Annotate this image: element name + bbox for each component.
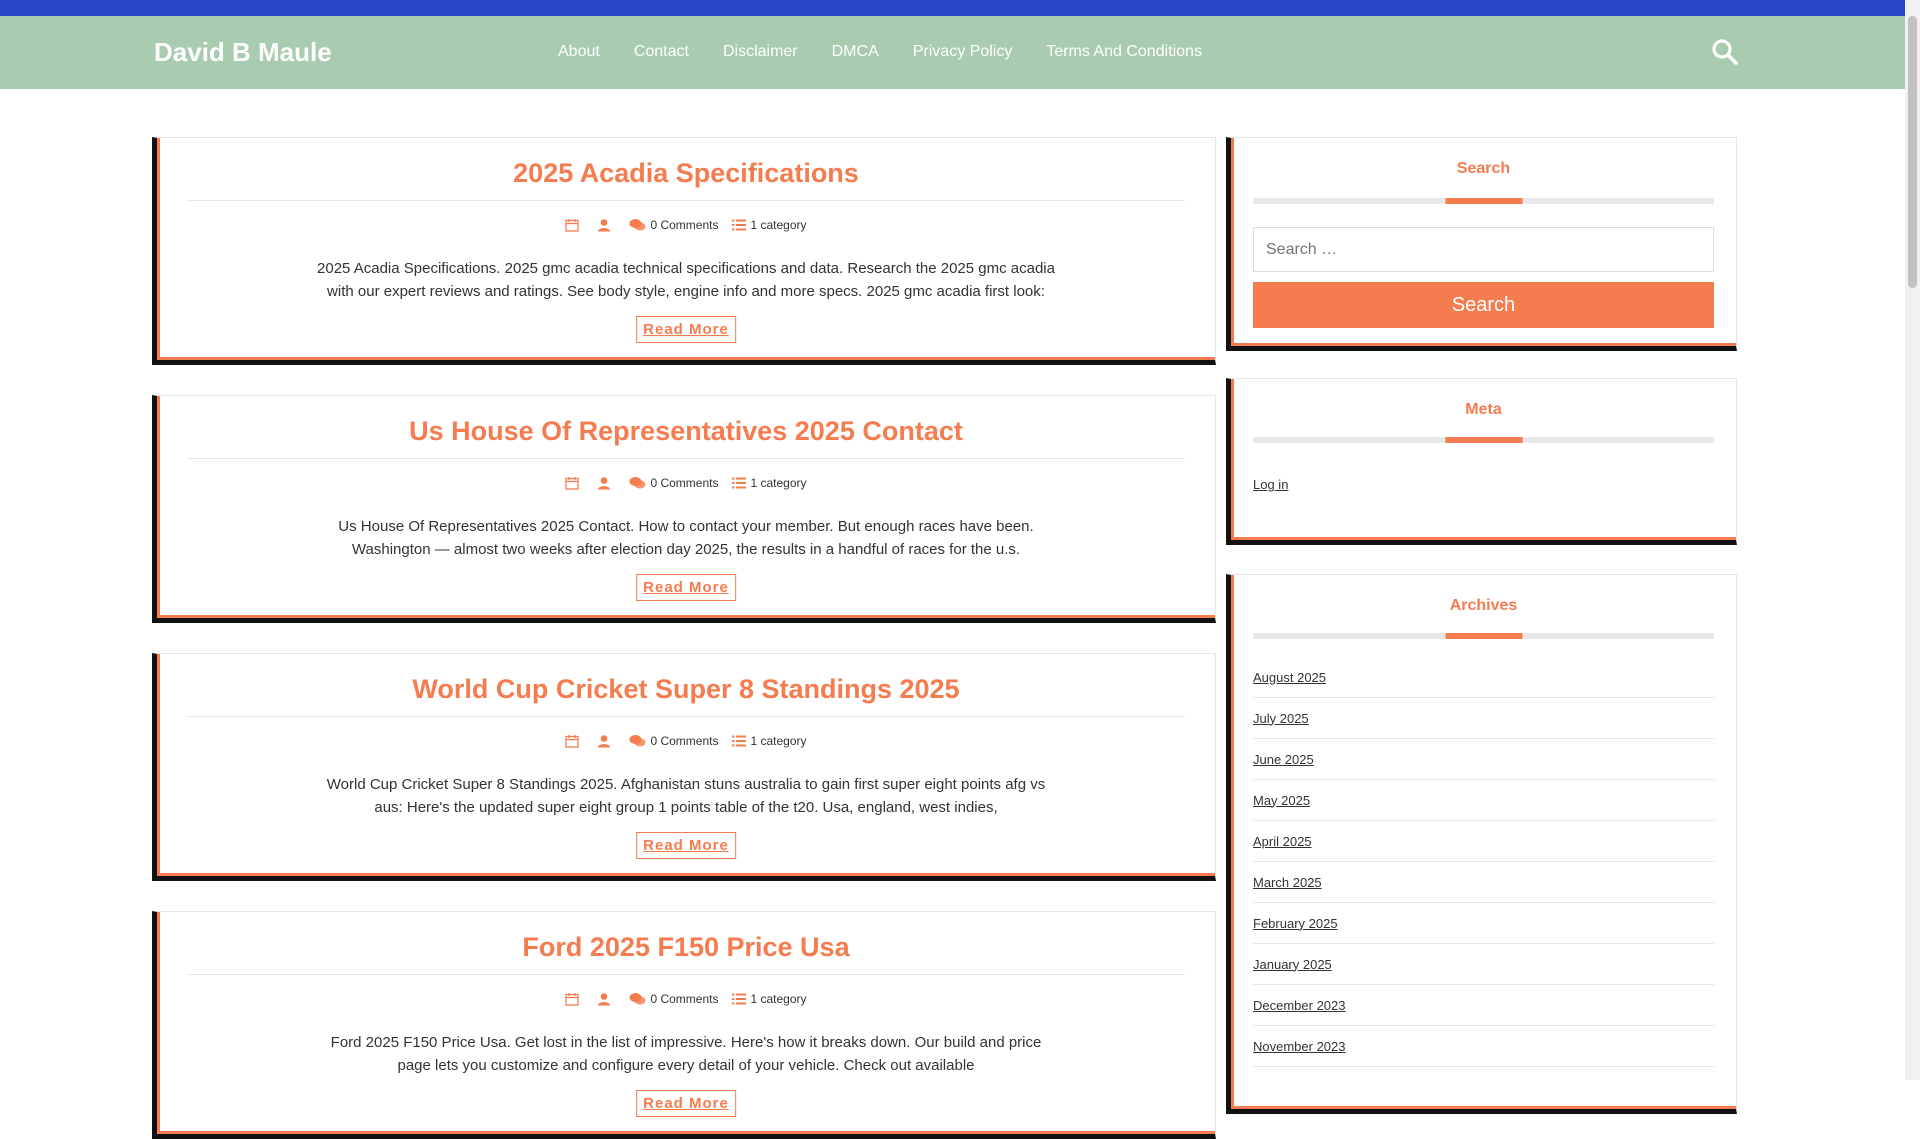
post-date[interactable] [565, 218, 583, 232]
scrollbar-thumb[interactable] [1908, 16, 1917, 288]
list-item [1253, 821, 1714, 862]
widget-title: Meta [1465, 401, 1502, 418]
user-icon [597, 218, 611, 232]
widget-title: Archives [1449, 597, 1518, 614]
read-more-button[interactable]: Read More [636, 316, 736, 343]
widget-divider [1253, 198, 1714, 204]
category-count: 1 category [750, 992, 807, 1006]
list-item [1253, 985, 1714, 1026]
post-card [152, 395, 1216, 623]
list-item [1253, 698, 1714, 739]
archive-link[interactable]: May 2025 [1253, 792, 1311, 808]
post-card [152, 137, 1216, 365]
post-meta [157, 992, 1215, 1006]
post-author[interactable] [597, 476, 615, 490]
list-icon [732, 992, 746, 1006]
comments-icon [629, 992, 646, 1006]
divider [187, 458, 1185, 459]
post-category[interactable] [732, 734, 806, 748]
archive-link[interactable]: December 2023 [1253, 997, 1346, 1013]
site-title[interactable]: David B Maule [154, 37, 332, 67]
post-excerpt: Ford 2025 F150 Price Usa. Get lost in the list of impressive. Here's how it breaks down. Our build and price page lets you customize and configure every detail of your vehicle. Check out available [330, 1034, 1042, 1074]
widget-divider [1253, 437, 1714, 443]
comments-count: 0 Comments [650, 734, 719, 748]
search-icon[interactable] [1711, 38, 1739, 66]
post-comments[interactable] [629, 476, 718, 490]
post-category[interactable] [732, 218, 806, 232]
post-meta [157, 734, 1215, 748]
archive-link[interactable]: January 2025 [1253, 956, 1332, 972]
post-card [152, 653, 1216, 881]
comments-count: 0 Comments [650, 992, 719, 1006]
user-icon [597, 992, 611, 1006]
list-icon [732, 218, 746, 232]
list-item [1253, 944, 1714, 985]
search-button[interactable]: Search [1253, 282, 1714, 328]
read-more-button[interactable]: Read More [636, 574, 736, 601]
user-icon [597, 734, 611, 748]
nav-contact[interactable]: Contact [633, 43, 689, 60]
post-title[interactable]: Ford 2025 F150 Price Usa [522, 932, 850, 962]
post-meta [157, 476, 1215, 490]
login-link[interactable]: Log in [1253, 477, 1289, 492]
post-excerpt: Us House Of Representatives 2025 Contact. How to contact your member. But enough races have been. Washington — almost two weeks after election day 2025, the results in a handful of races for the u.s. [338, 518, 1034, 558]
category-count: 1 category [750, 734, 807, 748]
post-category[interactable] [732, 476, 806, 490]
calendar-icon [565, 218, 579, 232]
nav-about[interactable]: About [558, 43, 600, 60]
post-author[interactable] [597, 218, 615, 232]
post-author[interactable] [597, 992, 615, 1006]
list-icon [732, 734, 746, 748]
read-more-button[interactable]: Read More [636, 1090, 736, 1117]
divider [187, 974, 1185, 975]
post-excerpt: 2025 Acadia Specifications. 2025 gmc acadia technical specifications and data. Research the 2025 gmc acadia with our expert reviews and ratings. See body style, engine info and more specs. 2025 gmc acadia first look: [317, 260, 1055, 300]
post-category[interactable] [732, 992, 806, 1006]
list-item [1253, 903, 1714, 944]
list-item [1253, 657, 1714, 698]
top-accent-bar [0, 0, 1905, 16]
widget-divider [1253, 633, 1714, 639]
post-title[interactable]: World Cup Cricket Super 8 Standings 2025 [412, 674, 960, 704]
post-author[interactable] [597, 734, 615, 748]
meta-widget [1226, 378, 1737, 545]
archive-link[interactable]: July 2025 [1253, 710, 1309, 726]
archive-link[interactable]: March 2025 [1253, 874, 1322, 890]
calendar-icon [565, 992, 579, 1006]
read-more-button[interactable]: Read More [636, 832, 736, 859]
list-item [1253, 1026, 1714, 1067]
archives-widget [1226, 574, 1737, 1114]
comments-icon [629, 218, 646, 232]
search-input[interactable] [1253, 227, 1714, 272]
site-header [0, 16, 1905, 89]
widget-title: Search [1456, 160, 1511, 177]
nav-terms[interactable]: Terms And Conditions [1046, 43, 1202, 60]
post-date[interactable] [565, 734, 583, 748]
search-widget [1226, 137, 1737, 351]
comments-count: 0 Comments [650, 218, 719, 232]
calendar-icon [565, 476, 579, 490]
archive-list [1253, 657, 1714, 1067]
archive-link[interactable]: June 2025 [1253, 751, 1314, 767]
divider [187, 200, 1185, 201]
archive-link[interactable]: February 2025 [1253, 915, 1338, 931]
post-title[interactable]: 2025 Acadia Specifications [513, 158, 859, 188]
post-date[interactable] [565, 476, 583, 490]
list-item [1253, 739, 1714, 780]
list-item [1253, 862, 1714, 903]
archive-link[interactable]: November 2023 [1253, 1038, 1346, 1054]
category-count: 1 category [750, 218, 807, 232]
comments-icon [629, 734, 646, 748]
list-item [1253, 780, 1714, 821]
list-icon [732, 476, 746, 490]
calendar-icon [565, 734, 579, 748]
post-date[interactable] [565, 992, 583, 1006]
post-card [152, 911, 1216, 1139]
nav-privacy-policy[interactable]: Privacy Policy [912, 43, 1013, 60]
category-count: 1 category [750, 476, 807, 490]
post-title[interactable]: Us House Of Representatives 2025 Contact [409, 416, 963, 446]
nav-disclaimer[interactable]: Disclaimer [722, 43, 798, 60]
post-meta [157, 218, 1215, 232]
comments-count: 0 Comments [650, 476, 719, 490]
divider [187, 716, 1185, 717]
archive-link[interactable]: August 2025 [1253, 669, 1327, 685]
nav-dmca[interactable]: DMCA [831, 43, 879, 60]
post-excerpt: World Cup Cricket Super 8 Standings 2025. Afghanistan stuns australia to gain first super eight points afg vs aus: Here's the updated super eight group 1 points table of the t20. Usa, england, west indies, [326, 776, 1046, 816]
post-comments[interactable] [629, 218, 718, 232]
main-nav [558, 43, 1236, 61]
user-icon [597, 476, 611, 490]
archive-link[interactable]: April 2025 [1253, 833, 1312, 849]
post-comments[interactable] [629, 992, 718, 1006]
post-comments[interactable] [629, 734, 718, 748]
comments-icon [629, 476, 646, 490]
